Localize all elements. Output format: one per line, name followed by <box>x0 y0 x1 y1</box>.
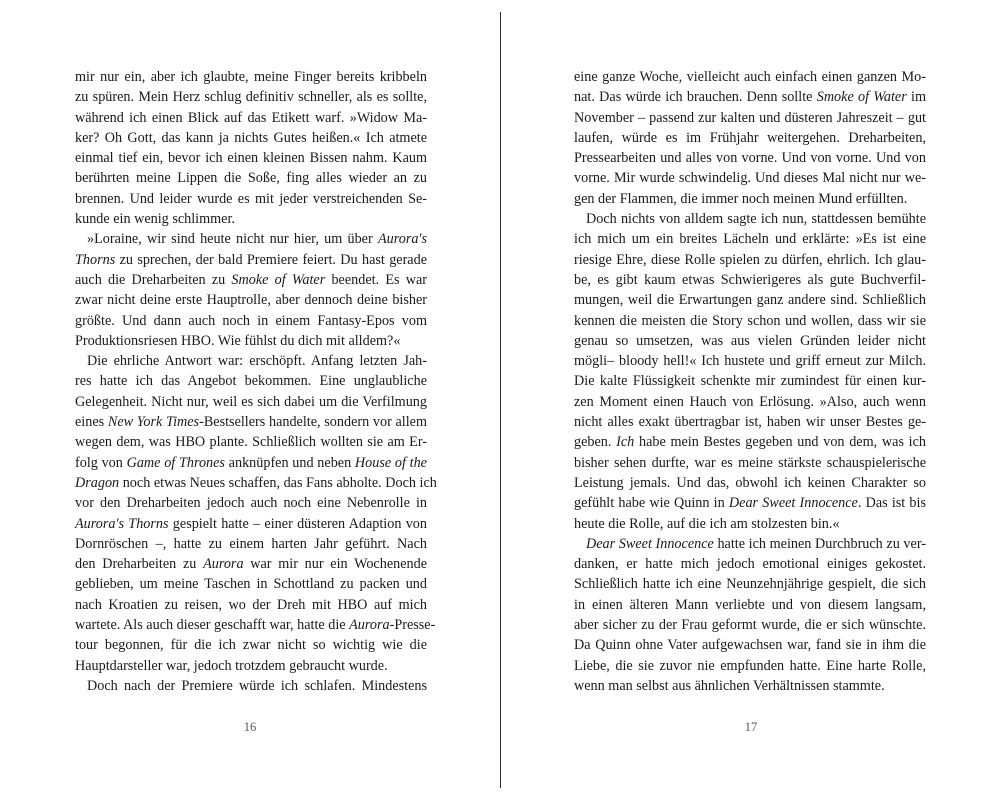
text-line <box>75 311 427 331</box>
text-line <box>574 229 926 249</box>
line-text: den Dreharbeiten zu <box>75 556 204 573</box>
line-text: aber sicher zu der Frau geformt wurde, die er sich wünschte. <box>574 617 926 634</box>
line-text: zwar nicht deine erste Hauptrolle, aber dennoch deine bisher <box>75 292 427 309</box>
line-text: vorne. Mir wurde schwindelig. Und dieses Mal nicht nur we- <box>574 170 926 187</box>
text-line <box>75 250 427 270</box>
text-line <box>574 392 926 412</box>
text-line <box>75 331 427 351</box>
line-text: wartete. Als auch dieser geschafft war, hatte die <box>75 617 350 634</box>
line-text: -Bestsellers handelte, sondern vor allem <box>199 414 428 431</box>
text-line <box>574 554 926 574</box>
text-line <box>75 270 427 290</box>
line-text: riesige Ehre, diese Rolle spielen zu dürfen, ehrlich. Ich glau- <box>574 251 926 268</box>
italic-title-text: Thorns <box>75 251 116 268</box>
line-text: Liebe, die sie zuvor nie empfunden hatte. Eine harte Rolle, <box>574 657 926 674</box>
line-text: bisher sehen durfte, war es meine stärkste schauspielerische <box>574 454 926 471</box>
line-text: Gelegenheit. Nicht nur, weil es sich dabei um die Verfilmung <box>75 393 427 410</box>
line-text: gespielt hatte – einer düsteren Adaption von <box>168 515 427 532</box>
italic-title-text: Aurora <box>349 617 390 634</box>
line-text: zu spüren. Mein Herz schlug definitiv schneller, als es sollte, <box>75 89 427 106</box>
text-line <box>574 676 926 696</box>
line-text: mir nur ein, aber ich glaubte, meine Finger bereits kribbeln <box>75 69 427 85</box>
line-text: -Presse- <box>389 617 436 634</box>
line-text: folg von <box>75 454 127 471</box>
line-text: brennen. Und leider wurde es mit jeder verstreichenden Se- <box>75 190 427 207</box>
line-text: mungen, weil die Erwartungen ganz andere sind. Schließlich <box>574 292 926 309</box>
line-text: Die kalte Flüssigkeit schenkte mir zumindest für einen kur- <box>574 373 926 390</box>
line-text: heute die Rolle, auf die ich am stolzesten bin.« <box>574 515 840 532</box>
text-line <box>574 290 926 310</box>
italic-title-text: House of the <box>354 454 427 471</box>
text-line <box>574 331 926 351</box>
text-line <box>75 514 427 534</box>
text-line <box>75 67 427 87</box>
left-page-text <box>75 67 437 696</box>
line-text: während ich einen Blick auf das Etikett warf. »Widow Ma- <box>75 109 427 126</box>
line-text: eine ganze Woche, vielleicht auch einfach einen ganzen Mo- <box>574 69 926 85</box>
line-text: geblieben, um meine Taschen in Schottland zu packen und <box>75 576 427 593</box>
text-line <box>75 351 427 371</box>
text-line <box>574 87 926 107</box>
text-line <box>574 656 926 676</box>
line-text: eines <box>75 414 108 431</box>
text-line <box>574 493 926 513</box>
text-line <box>75 635 427 655</box>
line-text: noch etwas Neues schaffen, das Fans abholte. Doch ich <box>119 474 437 491</box>
text-line <box>75 432 427 452</box>
line-text: . Das ist bis <box>857 495 926 512</box>
text-line <box>75 168 427 188</box>
line-text: mögli– bloody hell!« Ich hustete und griff erneut zur Milch. <box>574 353 926 370</box>
line-text: auch die Dreharbeiten zu <box>75 271 232 288</box>
right-page <box>501 0 1000 800</box>
text-line <box>574 250 926 270</box>
text-line <box>75 615 436 635</box>
line-text: danken, er hatte mich jedoch emotional einiges gekostet. <box>574 556 926 573</box>
italic-title-text: Dear Sweet Innocence <box>586 535 714 552</box>
line-text: nicht alles exakt übertragbar ist, haben wir unser Bestes ge- <box>574 414 926 431</box>
text-line <box>574 432 926 452</box>
text-line <box>574 270 926 290</box>
text-line <box>574 168 926 188</box>
text-line <box>574 311 926 331</box>
line-text: zu sprechen, der bald Premiere feiert. Du hast gerade <box>115 251 427 268</box>
text-line <box>574 148 926 168</box>
line-text: Produktionsriesen HBO. Wie fühlst du dich mit alldem?« <box>75 332 401 349</box>
line-text: wegen dem, was HBO plante. Schließlich wollten sie am Er- <box>75 434 427 451</box>
text-line <box>75 656 427 676</box>
italic-title-text: Smoke of Water <box>231 271 326 288</box>
text-line <box>75 148 427 168</box>
line-text: beendet. Es war <box>325 271 427 288</box>
line-text: »Loraine, wir sind heute nicht nur hier, um über <box>87 231 378 248</box>
text-line <box>574 615 926 635</box>
text-line <box>574 108 926 128</box>
line-text: habe mein Bestes gegeben und von dem, was ich <box>634 434 926 451</box>
italic-title-text: Dear Sweet Innocence <box>728 495 858 512</box>
text-line <box>75 676 427 696</box>
text-line <box>75 108 427 128</box>
line-text: Leistung jemals. Und das, obwohl ich keinen Charakter so <box>574 474 926 491</box>
line-text: November – passend zur kalten und düsteren Jahreszeit – gut <box>574 109 926 126</box>
text-line <box>574 351 926 371</box>
text-line <box>75 209 427 229</box>
line-text: vor den Dreharbeiten jedoch auch noch eine Nebenrolle in <box>75 495 427 512</box>
text-line <box>75 473 437 493</box>
text-line <box>574 574 926 594</box>
left-page-number: 16 <box>243 720 257 734</box>
right-page-number: 17 <box>744 720 758 734</box>
line-text: nach Kroatien zu reisen, wo der Dreh mit HBO auf mich <box>75 596 427 613</box>
line-text: Doch nach der Premiere würde ich schlafen. Mindestens <box>87 677 427 694</box>
line-text: nat. Das würde ich brauchen. Denn sollte <box>574 89 817 106</box>
text-line <box>574 209 926 229</box>
text-line <box>75 189 427 209</box>
text-line <box>75 128 427 148</box>
line-text: einmal tief ein, bevor ich einen kleinen Bissen nahm. Kaum <box>75 150 427 167</box>
line-text: res hatte ich das Angebot bekommen. Eine unglaubliche <box>75 373 427 390</box>
text-line <box>75 574 427 594</box>
line-text: größte. Und dann auch noch in einem Fantasy-Epos vom <box>75 312 427 329</box>
line-text: Doch nichts von alldem sagte ich nun, stattdessen bemühte <box>586 211 926 228</box>
text-line <box>574 514 926 534</box>
line-text: tour begonnen, für die ich zwar nicht so wichtig wie die <box>75 637 427 654</box>
text-line <box>75 534 427 554</box>
line-text: im <box>906 89 926 106</box>
italic-title-text: Smoke of Water <box>816 89 907 106</box>
line-text: war mir nur ein Wochenende <box>243 556 427 573</box>
line-text: Hauptdarsteller war, jedoch trotzdem gebraucht wurde. <box>75 657 388 674</box>
line-text: geben. <box>574 434 617 451</box>
line-text: ich mich um ein breites Lächeln und erklärte: »Es ist eine <box>574 231 926 248</box>
line-text: be, es gibt kaum etwas Schwierigeres als gute Buchverfil- <box>574 271 926 288</box>
line-text: berührten meine Lippen die Soße, fing alles wieder an zu <box>75 170 427 187</box>
text-line <box>574 371 926 391</box>
text-line <box>75 229 427 249</box>
text-line <box>574 412 926 432</box>
text-line <box>75 453 427 473</box>
italic-title-text: Game of Thrones <box>126 454 225 471</box>
text-line <box>75 371 427 391</box>
line-text: hatte ich meinen Durchbruch zu ver- <box>713 535 926 552</box>
italic-title-text: Aurora <box>203 556 244 573</box>
line-text: ker? Oh Gott, das kann ja nichts Gutes heißen.« Ich atmete <box>75 129 427 146</box>
text-line <box>75 554 427 574</box>
text-line <box>574 67 926 87</box>
italic-title-text: Ich <box>616 434 635 451</box>
text-line <box>75 290 427 310</box>
italic-title-text: New York Times <box>107 414 200 431</box>
line-text: gen der Flammen, die immer noch meinen Mund erfüllten. <box>574 190 908 207</box>
line-text: wenn man selbst aus ähnlichen Verhältnissen stammte. <box>574 677 885 694</box>
text-line <box>75 412 427 432</box>
italic-title-text: Aurora's Thorns <box>75 515 169 532</box>
text-line <box>574 473 926 493</box>
line-text: anknüpfen und neben <box>224 454 355 471</box>
line-text: genau so umsetzen, was aus vielen Gründen leider nicht <box>574 332 926 349</box>
line-text: kennen die meisten die Story schon und wollen, dass wir sie <box>574 312 926 329</box>
line-text: kunde ein wenig schlimmer. <box>75 211 235 228</box>
text-line <box>574 189 926 209</box>
text-line <box>574 453 926 473</box>
italic-title-text: Aurora's <box>377 231 427 248</box>
italic-title-text: Dragon <box>75 474 120 491</box>
text-line <box>574 635 926 655</box>
text-line <box>574 534 926 554</box>
text-line <box>75 493 427 513</box>
text-line <box>574 595 926 615</box>
right-page-text <box>574 67 926 696</box>
line-text: Schließlich hatte ich eine Neunzehnjährige gespielt, die sich <box>574 576 926 593</box>
line-text: Dornröschen –, hatte zu einem harten Jahr geführt. Nach <box>75 535 427 552</box>
line-text: Pressearbeiten und alles von vorne. Und von vorne. Und von <box>574 150 926 167</box>
line-text: gefühlt habe wie Quinn in <box>574 495 729 512</box>
text-line <box>75 392 427 412</box>
line-text: laufen, würde es im Frühjahr weitergehen. Dreharbeiten, <box>574 129 926 146</box>
text-line <box>75 595 427 615</box>
text-line <box>574 128 926 148</box>
line-text: in einen älteren Mann verliebte und von diesem langsam, <box>574 596 926 613</box>
text-line <box>75 87 427 107</box>
line-text: Die ehrliche Antwort war: erschöpft. Anfang letzten Jah- <box>87 353 427 370</box>
line-text: Da Quinn ohne Vater aufgewachsen war, fand sie in ihm die <box>574 637 926 654</box>
line-text: zen Moment einen Hauch von Erlösung. »Also, auch wenn <box>574 393 926 410</box>
